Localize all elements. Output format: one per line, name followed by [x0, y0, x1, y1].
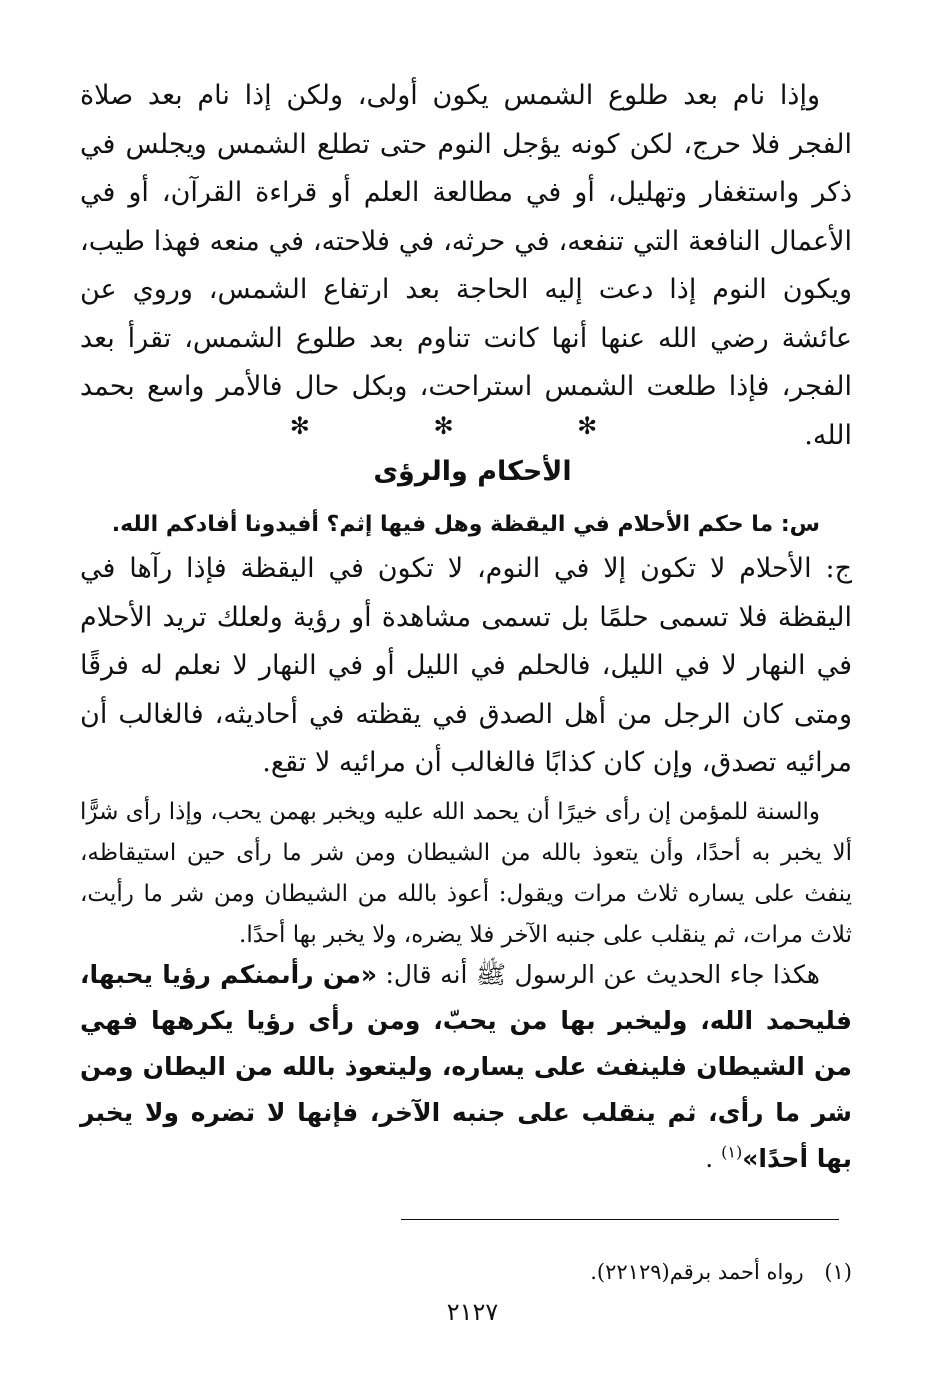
sunnah-paragraph-text: والسنة للمؤمن إن رأى خيرًا أن يحمد الله عليه ويخبر بهمن يحب، وإذا رأى شرًّا ألا يخبر به أحدًا، وأن يتعوذ بالله من الشيطان ومن شر ما رأى حين استيقاظه، ينفث على يساره ثلاث مرات ويقول: أعوذ بالله من الشيطان ومن شر ما رأيت، ثلاث مرات، ثم ينقلب على جنبه الآخر فلا يضره، ولا يخبر بها أحدًا.	[80, 799, 852, 948]
answer-text: الأحلام لا تكون إلا في النوم، لا تكون في اليقظة فإذا رآها في اليقظة فلا تسمى حلمًا بل تسمى مشاهدة أو رؤية ولعلك تريد الأحلام في النهار لا في الليل، فالحلم في الليل أو في النهار لا نعلم له فرقًا ومتى كان الرجل من أهل الصدق في يقظته في أحاديثه، فالغالب أن مرائيه تصدق، وإن كان كذابًا فالغالب أن مرائيه لا تقع.	[80, 553, 852, 778]
footnote	[80, 1255, 852, 1289]
section-title: الأحكام والرؤى	[373, 456, 572, 487]
question	[80, 505, 852, 545]
sleep-paragraph-text: وإذا نام بعد طلوع الشمس يكون أولى، ولكن إذا نام بعد صلاة الفجر فلا حرج، لكن كونه يؤجل النوم حتى تطلع الشمس ويجلس في ذكر واستغفار وتهليل، أو في مطالعة العلم أو قراءة القرآن، أو في الأعمال النافعة التي تنفعه، في حرثه، في فلاحته، في منعه فهذا طيب، ويكون النوم إذا دعت إليه الحاجة بعد ارتفاع الشمس، وروي عن عائشة رضي الله عنها أنها كانت تناوم بعد طلوع الشمس، تقرأ بعد الفجر، فإذا طلعت الشمس استراحت، وبكل حال فالأمر واسع بحمد الله.	[80, 80, 852, 451]
hadith-end: .	[705, 1144, 714, 1173]
hadith-paragraph	[80, 952, 852, 1182]
section-separator: ✻ ✻ ✻	[289, 412, 656, 440]
page-number: ٢١٢٧	[446, 1298, 499, 1326]
sleep-paragraph	[80, 72, 852, 460]
footnote-divider	[401, 1219, 839, 1220]
question-prefix: س:	[780, 512, 820, 537]
answer-paragraph	[80, 545, 852, 788]
hadith-quote: «من رأىمنكم رؤيا يحبها، فليحمد الله، وليخبر بها من يحبّ، ومن رأى رؤيا يكرهها فهي من الشيطان فلينفث على يساره، وليتعوذ بالله من اليطان ومن شر ما رأى، ثم ينقلب على جنبه الآخر، فإنها لا تضره ولا يخبر بها أحدًا»	[80, 960, 852, 1173]
footnote-text: رواه أحمد برقم(٢٢١٢٩).	[590, 1260, 804, 1284]
footnote-reference[interactable]: (١)	[721, 1142, 743, 1162]
answer-prefix: ج:	[825, 553, 852, 584]
sunnah-paragraph	[80, 792, 852, 956]
footnote-number: (١)	[824, 1260, 852, 1284]
hadith-intro: هكذا جاء الحديث عن الرسول ﷺ أنه قال:	[385, 960, 820, 989]
question-text: ما حكم الأحلام في اليقظة وهل فيها إثم؟ أفيدونا أفادكم الله.	[111, 512, 774, 537]
